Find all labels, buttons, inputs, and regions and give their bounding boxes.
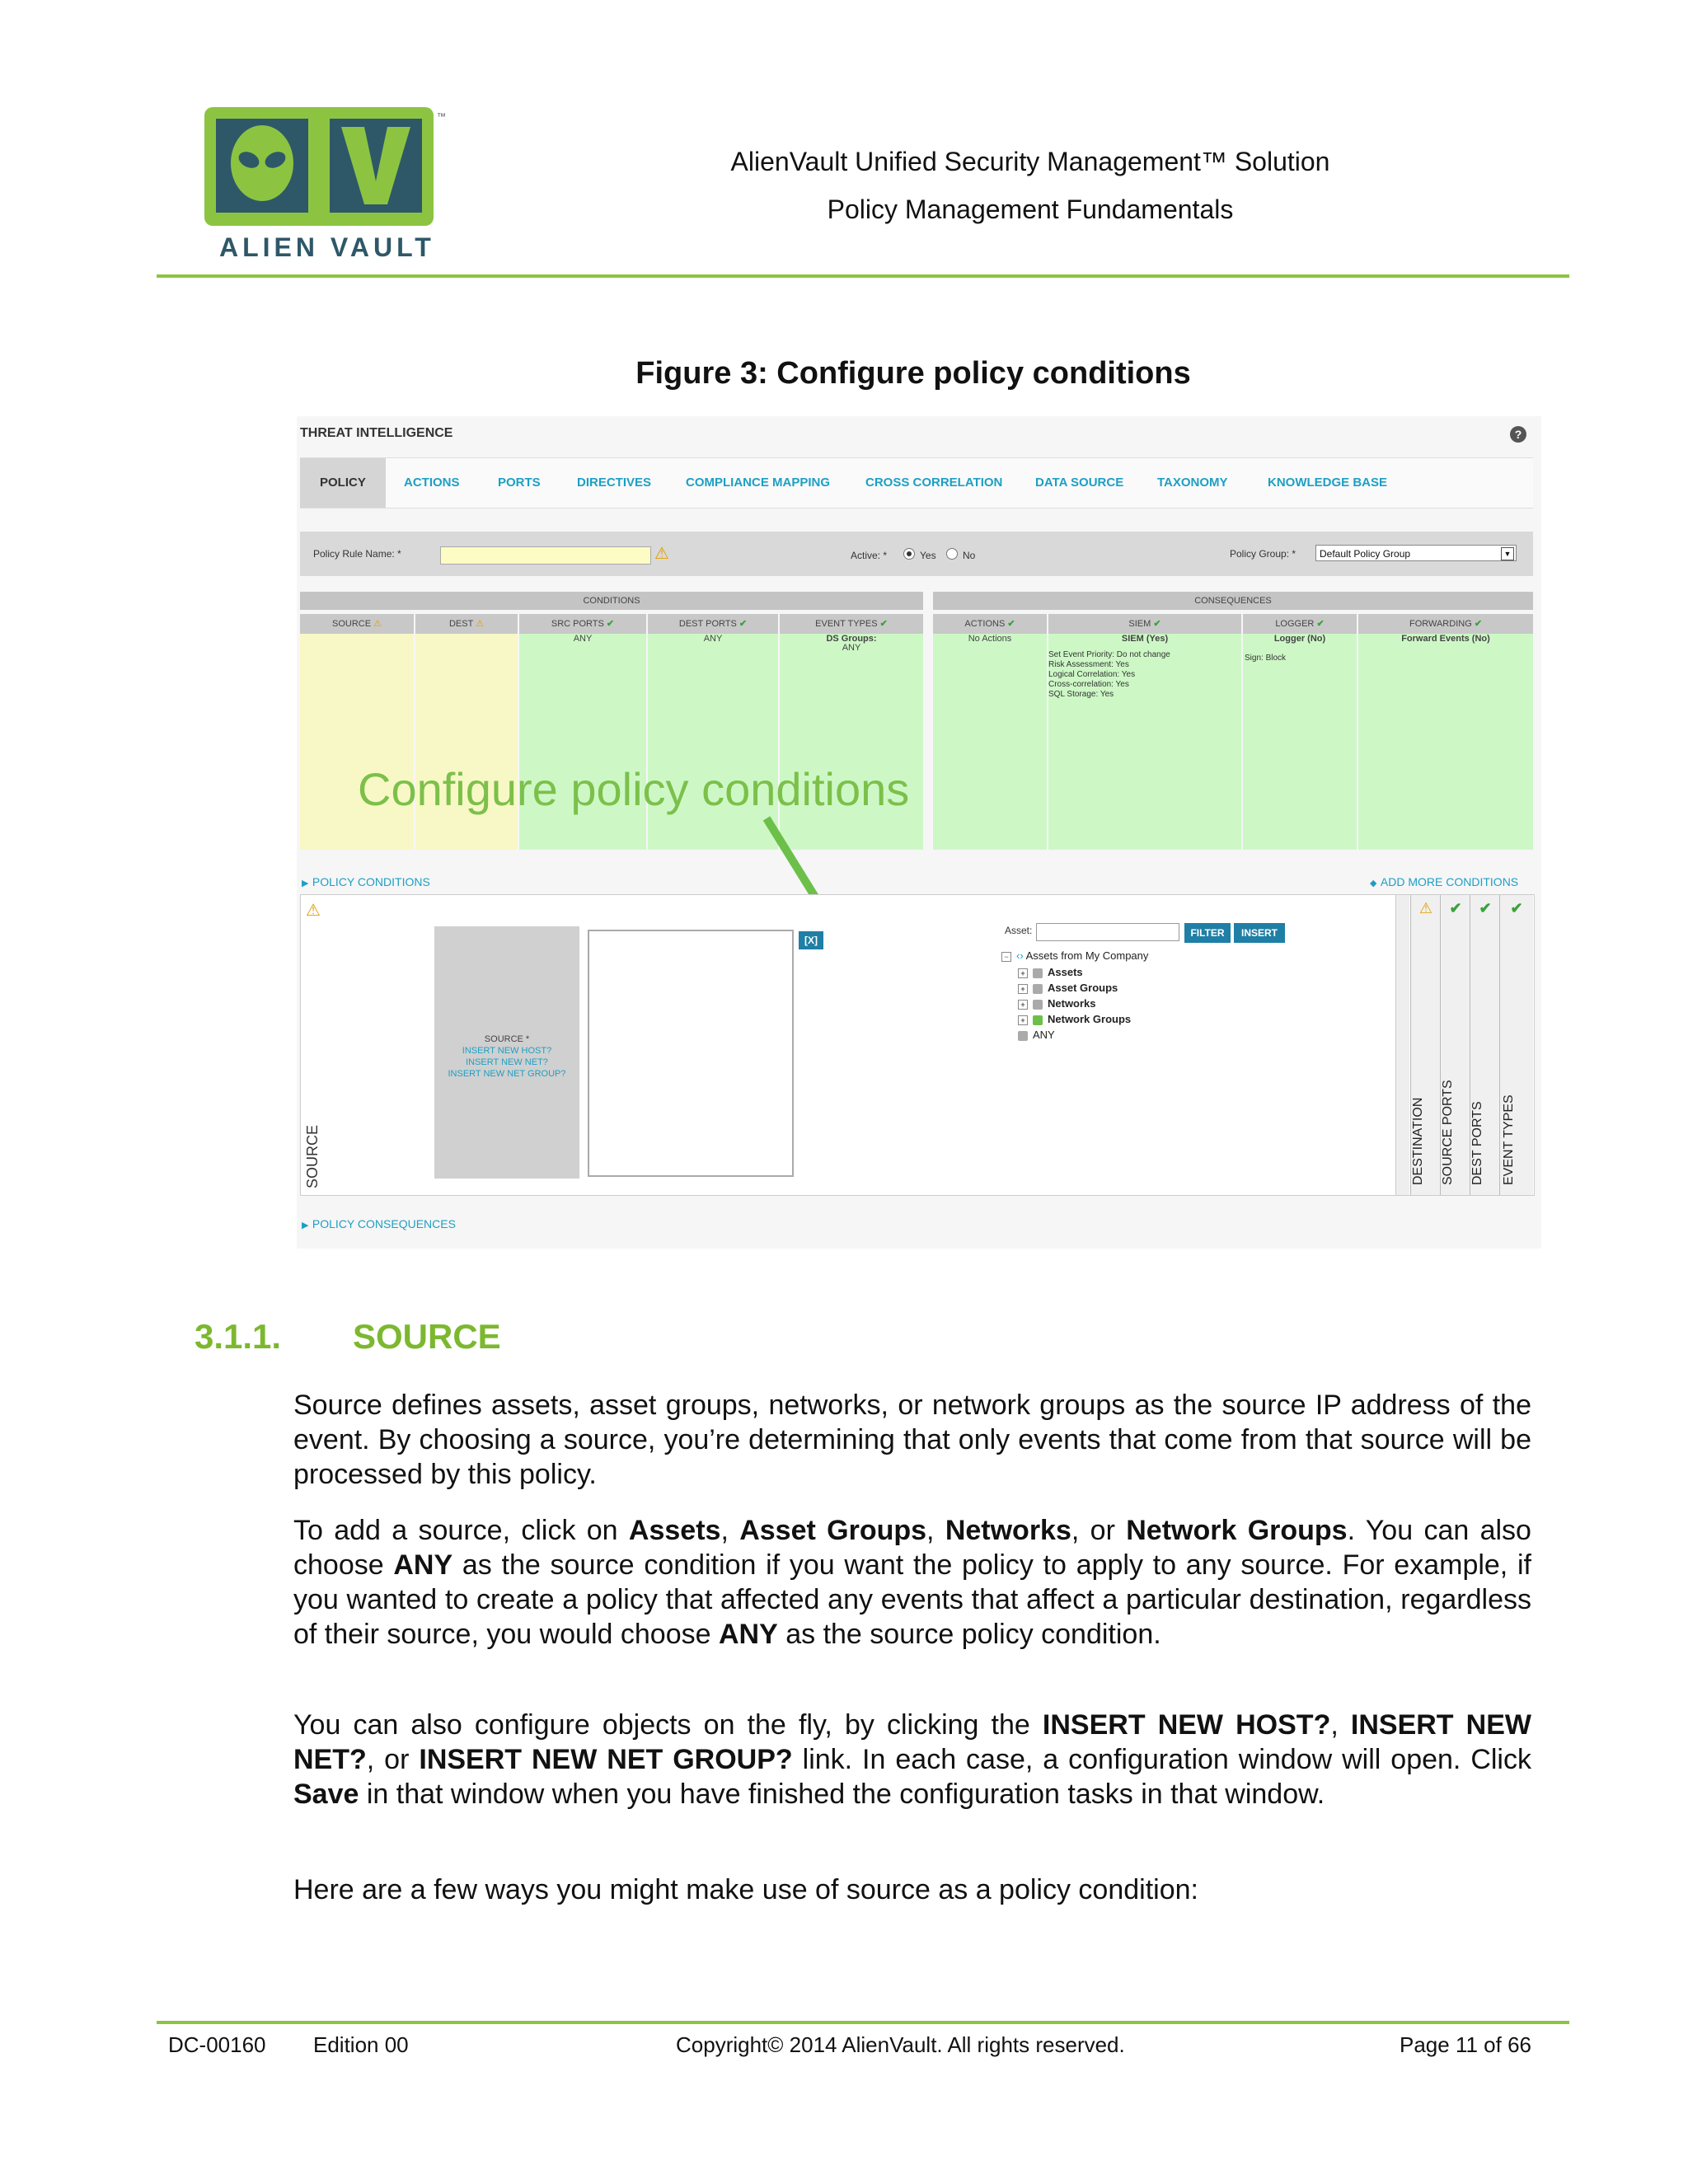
source-selection-box bbox=[434, 926, 579, 1179]
vtab-label: DEST PORTS bbox=[1470, 1101, 1484, 1185]
footer-divider bbox=[157, 2021, 1569, 2024]
tab-compliance-mapping[interactable]: COMPLIANCE MAPPING bbox=[686, 476, 831, 490]
tab-knowledge-base[interactable]: KNOWLEDGE BASE bbox=[1268, 476, 1388, 490]
tree-root-icon: ‹› bbox=[1016, 949, 1024, 962]
paragraph-4: Here are a few ways you might make use of source as a policy condition: bbox=[293, 1874, 1198, 1905]
document-title: AlienVault Unified Security Management™ Solution bbox=[730, 147, 1330, 176]
check-icon: ✔ bbox=[738, 619, 748, 629]
forwarding-value: Forward Events (No) bbox=[1401, 634, 1490, 644]
help-icon[interactable]: ? bbox=[1510, 426, 1526, 443]
tree-item-network-groups[interactable] bbox=[1018, 1013, 1148, 1025]
vtab-destination[interactable] bbox=[1410, 895, 1441, 1195]
collapse-icon[interactable]: − bbox=[1001, 952, 1011, 962]
bold-term: INSERT NEW NET GROUP? bbox=[419, 1744, 793, 1775]
bold-term: ANY bbox=[393, 1549, 453, 1581]
col-header-forwarding[interactable] bbox=[1358, 614, 1533, 634]
active-no-label: No bbox=[963, 550, 976, 561]
add-more-conditions-link[interactable] bbox=[1370, 875, 1518, 890]
condition-editor-panel bbox=[300, 894, 1535, 1196]
tree-item-assets[interactable] bbox=[1018, 966, 1148, 978]
warning-icon: ⚠ bbox=[373, 619, 382, 629]
policy-group-label: Policy Group: * bbox=[1230, 548, 1296, 560]
filter-button[interactable]: FILTER bbox=[1184, 923, 1231, 943]
vertical-scrollbar[interactable] bbox=[1395, 895, 1409, 1195]
policy-editor-screenshot bbox=[297, 416, 1541, 1249]
dest-ports-value: ANY bbox=[703, 634, 723, 644]
bold-term: Asset Groups bbox=[739, 1515, 927, 1546]
vtab-source-ports[interactable] bbox=[1440, 895, 1470, 1195]
footer-copyright: Copyright© 2014 AlienVault. All rights reserved. bbox=[676, 2032, 1125, 2057]
logo-trademark: ™ bbox=[437, 112, 446, 122]
expand-icon[interactable]: + bbox=[1018, 968, 1028, 978]
tab-taxonomy[interactable]: TAXONOMY bbox=[1157, 476, 1228, 490]
col-header-label: DEST bbox=[448, 619, 474, 629]
network-group-icon bbox=[1033, 1015, 1043, 1025]
event-types-value: DS Groups: bbox=[826, 634, 877, 644]
chevron-down-icon: ▼ bbox=[1501, 547, 1514, 560]
expand-icon[interactable]: + bbox=[1018, 1015, 1028, 1025]
vtab-label: DESTINATION bbox=[1411, 1097, 1425, 1185]
col-header-source[interactable] bbox=[300, 614, 414, 634]
document-subtitle: Policy Management Fundamentals bbox=[827, 194, 1234, 224]
policy-group-select[interactable] bbox=[1315, 545, 1517, 561]
check-icon: ✔ bbox=[1449, 900, 1462, 916]
footer-doc-id: DC-00160 bbox=[168, 2032, 266, 2057]
policy-conditions-toggle[interactable] bbox=[302, 875, 430, 890]
col-header-label: DEST PORTS bbox=[678, 619, 737, 629]
col-header-event-types[interactable] bbox=[780, 614, 923, 634]
src-ports-value: ANY bbox=[573, 634, 593, 644]
siem-detail: Logical Correlation: Yes bbox=[1048, 670, 1136, 679]
tab-data-source[interactable]: DATA SOURCE bbox=[1035, 476, 1124, 490]
siem-detail: Risk Assessment: Yes bbox=[1048, 660, 1129, 669]
tree-item-label: Assets bbox=[1048, 966, 1083, 978]
server-icon bbox=[1018, 1031, 1028, 1041]
section-number: 3.1.1. bbox=[195, 1317, 282, 1356]
active-no-radio[interactable] bbox=[946, 548, 958, 560]
forwarding-cell[interactable] bbox=[1358, 634, 1533, 850]
siem-cell[interactable] bbox=[1048, 634, 1241, 850]
asset-tree bbox=[1001, 949, 1148, 1041]
callout-text: Configure policy conditions bbox=[358, 763, 910, 815]
siem-detail: Cross-correlation: Yes bbox=[1048, 680, 1129, 689]
col-header-dest-ports[interactable] bbox=[648, 614, 778, 634]
logger-cell[interactable] bbox=[1243, 634, 1357, 850]
policy-consequences-toggle[interactable] bbox=[302, 1217, 456, 1232]
v-letter-icon bbox=[330, 119, 422, 213]
tree-item-label: Network Groups bbox=[1048, 1013, 1132, 1025]
alienvault-logo bbox=[204, 107, 446, 272]
check-icon: ✔ bbox=[1007, 619, 1015, 629]
col-header-src-ports[interactable] bbox=[519, 614, 646, 634]
insert-new-net-link[interactable]: INSERT NEW NET? bbox=[466, 1057, 548, 1067]
actions-value: No Actions bbox=[968, 634, 1012, 644]
policy-group-value: Default Policy Group bbox=[1320, 548, 1411, 560]
bold-term: Assets bbox=[628, 1515, 721, 1546]
col-header-siem[interactable] bbox=[1048, 614, 1241, 634]
tree-root[interactable] bbox=[1001, 949, 1148, 962]
paragraph-2: To add a source, click on Assets, Asset Groups, Networks, or Network Groups. You can also choose ANY as the source condition if you want the policy to apply to any source. For example, if you wanted to create a policy that affected any events that affect a particular destination, regardless of their source, you would choose ANY as the source policy condition. bbox=[293, 1515, 1531, 1650]
check-icon: ✔ bbox=[879, 619, 888, 629]
source-links bbox=[434, 1033, 579, 1080]
tree-item-networks[interactable] bbox=[1018, 997, 1148, 1010]
tree-root-label: Assets from My Company bbox=[1025, 949, 1149, 962]
logger-sign: Sign: Block bbox=[1245, 654, 1287, 663]
triangle-right-icon: ▶ bbox=[302, 1221, 309, 1230]
network-icon bbox=[1033, 1000, 1043, 1010]
asset-label: Asset: bbox=[1005, 925, 1033, 936]
insert-new-host-link[interactable]: INSERT NEW HOST? bbox=[462, 1046, 552, 1056]
asset-search-input[interactable] bbox=[1036, 923, 1179, 941]
col-header-label: ACTIONS bbox=[964, 619, 1006, 629]
bold-term: INSERT NEW HOST? bbox=[1042, 1709, 1331, 1741]
header-divider bbox=[157, 274, 1569, 278]
warning-icon: ⚠ bbox=[476, 619, 485, 629]
bold-term: ANY bbox=[718, 1619, 778, 1650]
siem-detail: SQL Storage: Yes bbox=[1048, 690, 1114, 699]
policy-conditions-label: POLICY CONDITIONS bbox=[312, 875, 430, 888]
expand-icon[interactable]: + bbox=[1018, 984, 1028, 994]
col-header-actions[interactable] bbox=[933, 614, 1047, 634]
figure-caption: Figure 3: Configure policy conditions bbox=[635, 356, 1191, 391]
warning-icon: ⚠ bbox=[1418, 900, 1433, 916]
logo-wordmark: ALIEN VAULT bbox=[219, 232, 435, 262]
source-box-title: SOURCE * bbox=[484, 1034, 530, 1044]
tree-item-any[interactable] bbox=[1018, 1029, 1148, 1041]
triangle-right-icon: ▶ bbox=[302, 879, 309, 888]
vtab-label: SOURCE PORTS bbox=[1441, 1080, 1455, 1185]
tree-item-asset-groups[interactable] bbox=[1018, 982, 1148, 994]
col-header-dest[interactable] bbox=[415, 614, 518, 634]
check-icon: ✔ bbox=[1316, 619, 1325, 629]
conditions-header: CONDITIONS bbox=[300, 592, 923, 610]
logo-badge bbox=[204, 107, 434, 226]
check-icon: ✔ bbox=[1479, 900, 1492, 916]
check-icon: ✔ bbox=[606, 619, 615, 629]
check-icon: ✔ bbox=[1510, 900, 1523, 916]
bold-term: Save bbox=[293, 1779, 359, 1810]
bold-term: Networks bbox=[945, 1515, 1071, 1546]
group-icon bbox=[1033, 984, 1043, 994]
paragraph-3: You can also configure objects on the fly, by clicking the INSERT NEW HOST?, INSERT NEW NET?, or INSERT NEW NET GROUP? link. In each case, a configuration window will open. Click Save in that window when you have finished the configuration tasks in that window. bbox=[293, 1709, 1531, 1810]
paragraph-1: Source defines assets, asset groups, networks, or network groups as the source IP address of the event. By choosing a source, you’re determining that only events that come from that source will be processed by this policy. bbox=[293, 1390, 1531, 1490]
siem-details bbox=[1048, 650, 1241, 700]
col-header-label: SIEM bbox=[1128, 619, 1151, 629]
vtab-dest-ports[interactable] bbox=[1470, 895, 1500, 1195]
tab-actions[interactable]: ACTIONS bbox=[404, 476, 460, 490]
siem-value: SIEM (Yes) bbox=[1121, 634, 1169, 644]
tab-directives[interactable]: DIRECTIVES bbox=[577, 476, 652, 490]
add-more-conditions-label: ADD MORE CONDITIONS bbox=[1380, 875, 1519, 888]
warning-icon: ⚠ bbox=[306, 902, 321, 920]
bold-term: Network Groups bbox=[1126, 1515, 1348, 1546]
col-header-label: SOURCE bbox=[332, 619, 372, 629]
expand-icon[interactable]: + bbox=[1018, 1000, 1028, 1010]
source-vertical-label: SOURCE bbox=[304, 1124, 321, 1188]
section-title: SOURCE bbox=[353, 1317, 501, 1356]
col-header-label: LOGGER bbox=[1275, 619, 1315, 629]
selected-sources-list[interactable] bbox=[588, 930, 794, 1177]
vtab-event-types[interactable] bbox=[1499, 895, 1533, 1195]
active-yes-radio[interactable] bbox=[903, 548, 915, 560]
col-header-label: FORWARDING bbox=[1409, 619, 1472, 629]
policy-rule-bar bbox=[300, 532, 1533, 576]
event-types-any: ANY bbox=[842, 643, 861, 653]
check-icon: ✔ bbox=[1153, 619, 1161, 629]
actions-cell[interactable] bbox=[933, 634, 1047, 850]
policy-consequences-label: POLICY CONSEQUENCES bbox=[312, 1217, 456, 1230]
rule-name-label: Policy Rule Name: * bbox=[313, 548, 401, 560]
source-cell[interactable] bbox=[300, 634, 414, 850]
alien-head-icon bbox=[216, 119, 308, 213]
bold-term: INSERT NEW NET? bbox=[293, 1709, 1531, 1775]
server-icon bbox=[1033, 968, 1043, 978]
tab-ports[interactable]: PORTS bbox=[498, 476, 541, 490]
tab-policy[interactable]: POLICY bbox=[300, 458, 386, 508]
footer-page-number: Page 11 of 66 bbox=[1400, 2032, 1531, 2057]
src-ports-cell[interactable] bbox=[519, 634, 646, 850]
tree-item-label: Asset Groups bbox=[1048, 982, 1118, 994]
col-header-label: SRC PORTS bbox=[551, 619, 604, 629]
check-icon: ✔ bbox=[1474, 619, 1483, 629]
col-header-logger[interactable] bbox=[1243, 614, 1357, 634]
footer-edition: Edition 00 bbox=[313, 2032, 409, 2057]
consequences-header: CONSEQUENCES bbox=[933, 592, 1533, 610]
insert-button[interactable]: INSERT bbox=[1234, 923, 1285, 943]
col-header-label: EVENT TYPES bbox=[815, 619, 878, 629]
vtab-label: EVENT TYPES bbox=[1502, 1094, 1516, 1185]
dest-cell[interactable] bbox=[415, 634, 518, 850]
tab-cross-correlation[interactable]: CROSS CORRELATION bbox=[865, 476, 1003, 490]
logger-value: Logger (No) bbox=[1273, 634, 1326, 644]
insert-new-net-group-link[interactable]: INSERT NEW NET GROUP? bbox=[448, 1069, 566, 1079]
tree-item-label: ANY bbox=[1033, 1029, 1055, 1041]
active-label: Active: * bbox=[851, 550, 888, 561]
tab-bar bbox=[300, 457, 1533, 509]
section-title: THREAT INTELLIGENCE bbox=[300, 426, 453, 440]
diamond-icon: ◆ bbox=[1370, 879, 1377, 888]
active-yes-label: Yes bbox=[920, 550, 936, 561]
siem-detail: Set Event Priority: Do not change bbox=[1048, 650, 1170, 659]
remove-selected-button[interactable]: [X] bbox=[799, 931, 823, 949]
warning-icon: ⚠ bbox=[654, 545, 669, 563]
tree-item-label: Networks bbox=[1048, 997, 1096, 1010]
rule-name-input[interactable] bbox=[440, 546, 651, 565]
